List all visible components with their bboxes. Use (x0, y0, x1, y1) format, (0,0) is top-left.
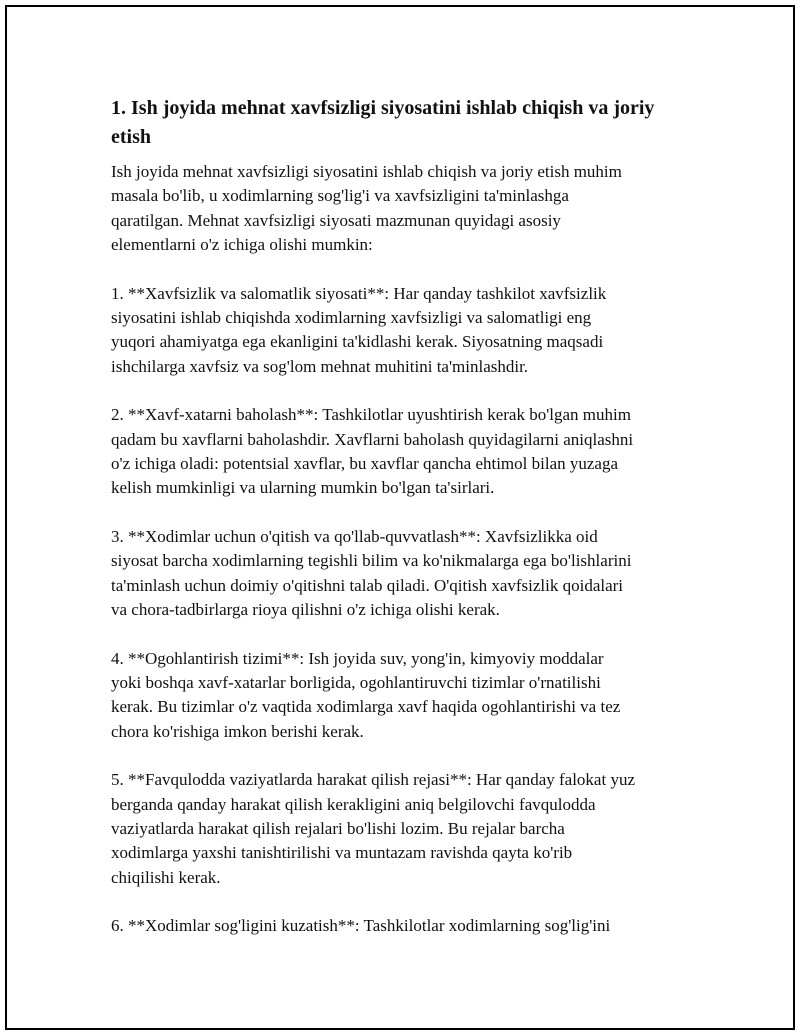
list-item-training: 3. **Xodimlar uchun o'qitish va qo'llab-quvvatlash**: Xavfsizlikka oid siyosat barcha xodimlarning tegishli bilim va ko'nikmalarga ega bo'lishlarini ta'minlash uchun doimiy o'qitishni talab qiladi. O'qitish xavfsizlik qoidalari va chora-tadbirlarga rioya qilishni o'z ichiga olishi kerak. (111, 526, 632, 620)
document-title: 1. Ish joyida mehnat xavfsizligi siyosatini ishlab chiqish va joriy etish (111, 97, 655, 148)
list-item-emergency-plan: 5. **Favqulodda vaziyatlarda harakat qilish rejasi**: Har qanday falokat yuz berganda qanday harakat qilish kerakligini aniq belgilovchi favqulodda vaziyatlarda harakat qilish rejalari bo'lishi lozim. Bu rejalar barcha xodimlarga yaxshi tanishtirilishi va muntazam ravishda qayta ko'rib chiqilishi kerak. (111, 770, 635, 887)
document-body (111, 94, 691, 963)
list-item-warning-system: 4. **Ogohlantirish tizimi**: Ish joyida suv, yong'in, kimyoviy moddalar yoki boshqa xavf-xatarlar borligida, ogohlantiruvchi tizimlar o'rnatilishi kerak. Bu tizimlar o'z vaqtida xodimlarga xavf haqida ogohlantirishi va tez chora ko'rishiga imkon berishi kerak. (111, 648, 621, 741)
list-item-risk-assessment: 2. **Xavf-xatarni baholash**: Tashkilotlar uyushtirish kerak bo'lgan muhim qadam bu xavflarni baholashdir. Xavflarni baholash quyidagilarni aniqlashni o'z ichiga oladi: potentsial xavflar, bu xavflar qancha ehtimol bilan yuzaga kelish mumkinligi va ularning mumkin bo'lgan ta'sirlari. (111, 405, 634, 498)
list-item-health-monitoring: 6. **Xodimlar sog'ligini kuzatish**: Tashkilotlar xodimlarning sog'lig'ini (111, 916, 611, 936)
list-item-safety-policy: 1. **Xavfsizlik va salomatlik siyosati**: Har qanday tashkilot xavfsizlik siyosatini ishlab chiqishda xodimlarning xavfsizligi va salomatligi eng yuqori ahamiyatga ega ekanligini ta'kidlashi kerak. Siyosatning maqsadi ishchilarga xavfsiz va sog'lom mehnat muhitini ta'minlashdir. (111, 283, 607, 376)
intro-paragraph: Ish joyida mehnat xavfsizligi siyosatini ishlab chiqish va joriy etish muhim masala bo'lib, u xodimlarning sog'lig'i va xavfsizligini ta'minlashga qaratilgan. Mehnat xavfsizligi siyosati mazmunan quyidagi asosiy elementlarni o'z ichiga olishi mumkin: (111, 162, 622, 255)
